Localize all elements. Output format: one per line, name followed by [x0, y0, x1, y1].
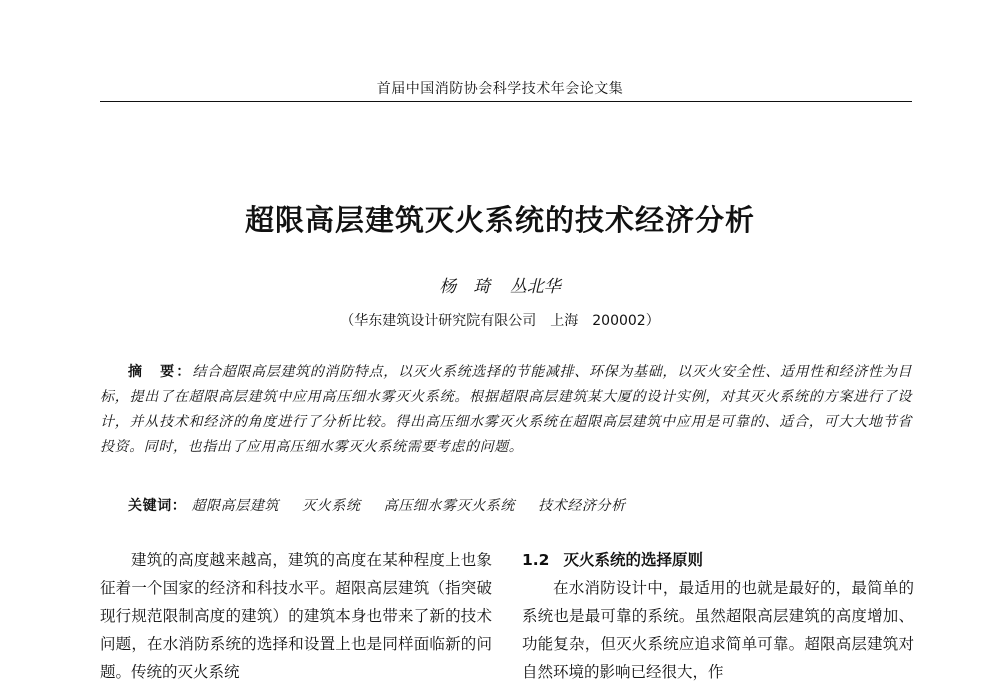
affiliation: （华东建筑设计研究院有限公司 上海 200002）	[340, 313, 660, 329]
keywords-label: 关键词：	[128, 498, 187, 514]
author-list	[0, 272, 1000, 297]
section-number: 1.2	[522, 551, 550, 569]
keyword: 超限高层建筑	[191, 498, 280, 514]
body-paragraph: 在水消防设计中，最适用的也就是最好的，最简单的系统也是最可靠的系统。虽然超限高层建筑的高度增加、功能复杂，但灭火系统应追求简单可靠。超限高层建筑对自然环境的影响已经很大，作	[522, 579, 914, 681]
abstract-label: 摘 要：	[128, 364, 193, 380]
author-name: 丛北华	[509, 277, 561, 297]
keywords	[100, 495, 912, 515]
section-title: 灭火系统的选择原则	[563, 551, 703, 569]
body-column-left	[100, 546, 492, 686]
keyword: 灭火系统	[302, 498, 361, 514]
keyword: 技术经济分析	[538, 498, 626, 514]
abstract	[100, 360, 912, 460]
header-rule	[100, 101, 912, 102]
section-heading	[522, 546, 914, 574]
author-name: 杨 琦	[439, 277, 491, 297]
keyword: 高压细水雾灭火系统	[383, 498, 516, 514]
abstract-text: 结合超限高层建筑的消防特点，以灭火系统选择的节能减排、环保为基础，以灭火安全性、适用性和经济性为目标，提出了在超限高层建筑中应用高压细水雾灭火系统。根据超限高层建筑某大厦的设计实例，对其灭火系统的方案进行了设计，并从技术和经济的角度进行了分析比较。得出高压细水雾灭火系统在超限高层建筑中应用是可靠的、适合，可大大地节省投资。同时，也指出了应用高压细水雾灭火系统需要考虑的问题。	[100, 364, 912, 455]
running-head: 首届中国消防协会科学技术年会论文集	[376, 81, 624, 97]
body-paragraph: 建筑的高度越来越高，建筑的高度在某种程度上也象征着一个国家的经济和科技水平。超限高层建筑（指突破现行规范限制高度的建筑）的建筑本身也带来了新的技术问题，在水消防系统的选择和设置上也是同样面临新的问题。传统的灭火系统	[100, 551, 492, 681]
body-column-right	[522, 546, 914, 686]
paper-title: 超限高层建筑灭火系统的技术经济分析	[244, 203, 755, 237]
